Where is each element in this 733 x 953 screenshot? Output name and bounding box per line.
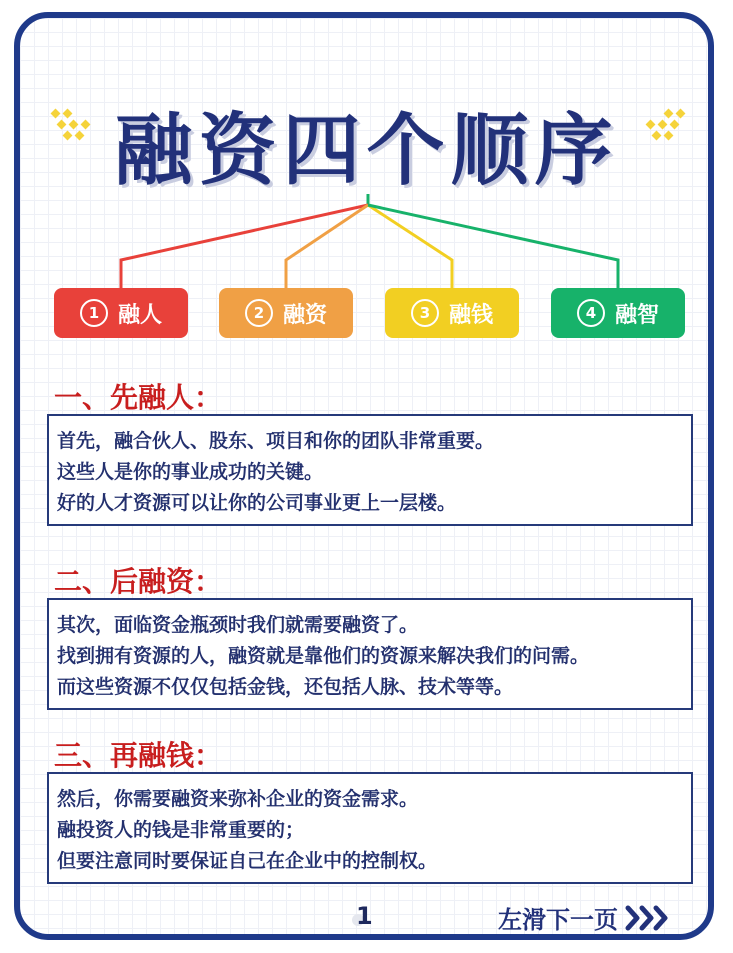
section-body-3 (47, 772, 693, 884)
body-line: 好的人才资源可以让你的公司事业更上一层楼。 (57, 492, 457, 514)
branch-connector-lines (0, 0, 733, 300)
number-circle-icon: 4 (577, 299, 605, 327)
body-line: 这些人是你的事业成功的关键。 (57, 461, 324, 483)
category-label: 融人 (117, 302, 162, 328)
category-label: 融钱 (448, 302, 493, 328)
body-line: 然后，你需要融资来弥补企业的资金需求。 (57, 788, 419, 810)
number-circle-icon: 2 (245, 299, 273, 327)
category-label: 融资 (282, 302, 327, 328)
section-heading-1: 一、先融人： (54, 381, 223, 414)
number-circle-icon: 3 (411, 299, 439, 327)
category-button-rong-zhi[interactable] (551, 288, 685, 338)
category-button-rong-qian[interactable] (385, 288, 519, 338)
section-heading-2: 二、后融资： (54, 565, 223, 598)
category-button-rong-zi[interactable] (219, 288, 353, 338)
next-page-label: 左滑下一页 (498, 906, 618, 934)
body-line: 其次，面临资金瓶颈时我们就需要融资了。 (57, 614, 419, 636)
section-heading-3: 三、再融钱： (54, 739, 223, 772)
body-line: 但要注意同时要保证自己在企业中的控制权。 (57, 850, 438, 872)
section-body-2 (47, 598, 693, 710)
triple-chevron-right-icon (624, 905, 672, 931)
page-title: 融资四个顺序 (114, 106, 619, 196)
body-line: 而这些资源不仅仅包括金钱，还包括人脉、技术等等。 (57, 676, 514, 698)
category-label: 融智 (614, 302, 659, 328)
body-line: 首先，融合伙人、股东、项目和你的团队非常重要。 (57, 430, 495, 452)
section-body-1 (47, 414, 693, 526)
body-line: 找到拥有资源的人，融资就是靠他们的资源来解决我们的问需。 (57, 645, 590, 667)
next-page-link[interactable] (498, 900, 672, 935)
page-number: 1 (356, 902, 373, 930)
category-button-rong-ren[interactable] (54, 288, 188, 338)
number-circle-icon: 1 (80, 299, 108, 327)
body-line: 融投资人的钱是非常重要的； (57, 819, 305, 841)
